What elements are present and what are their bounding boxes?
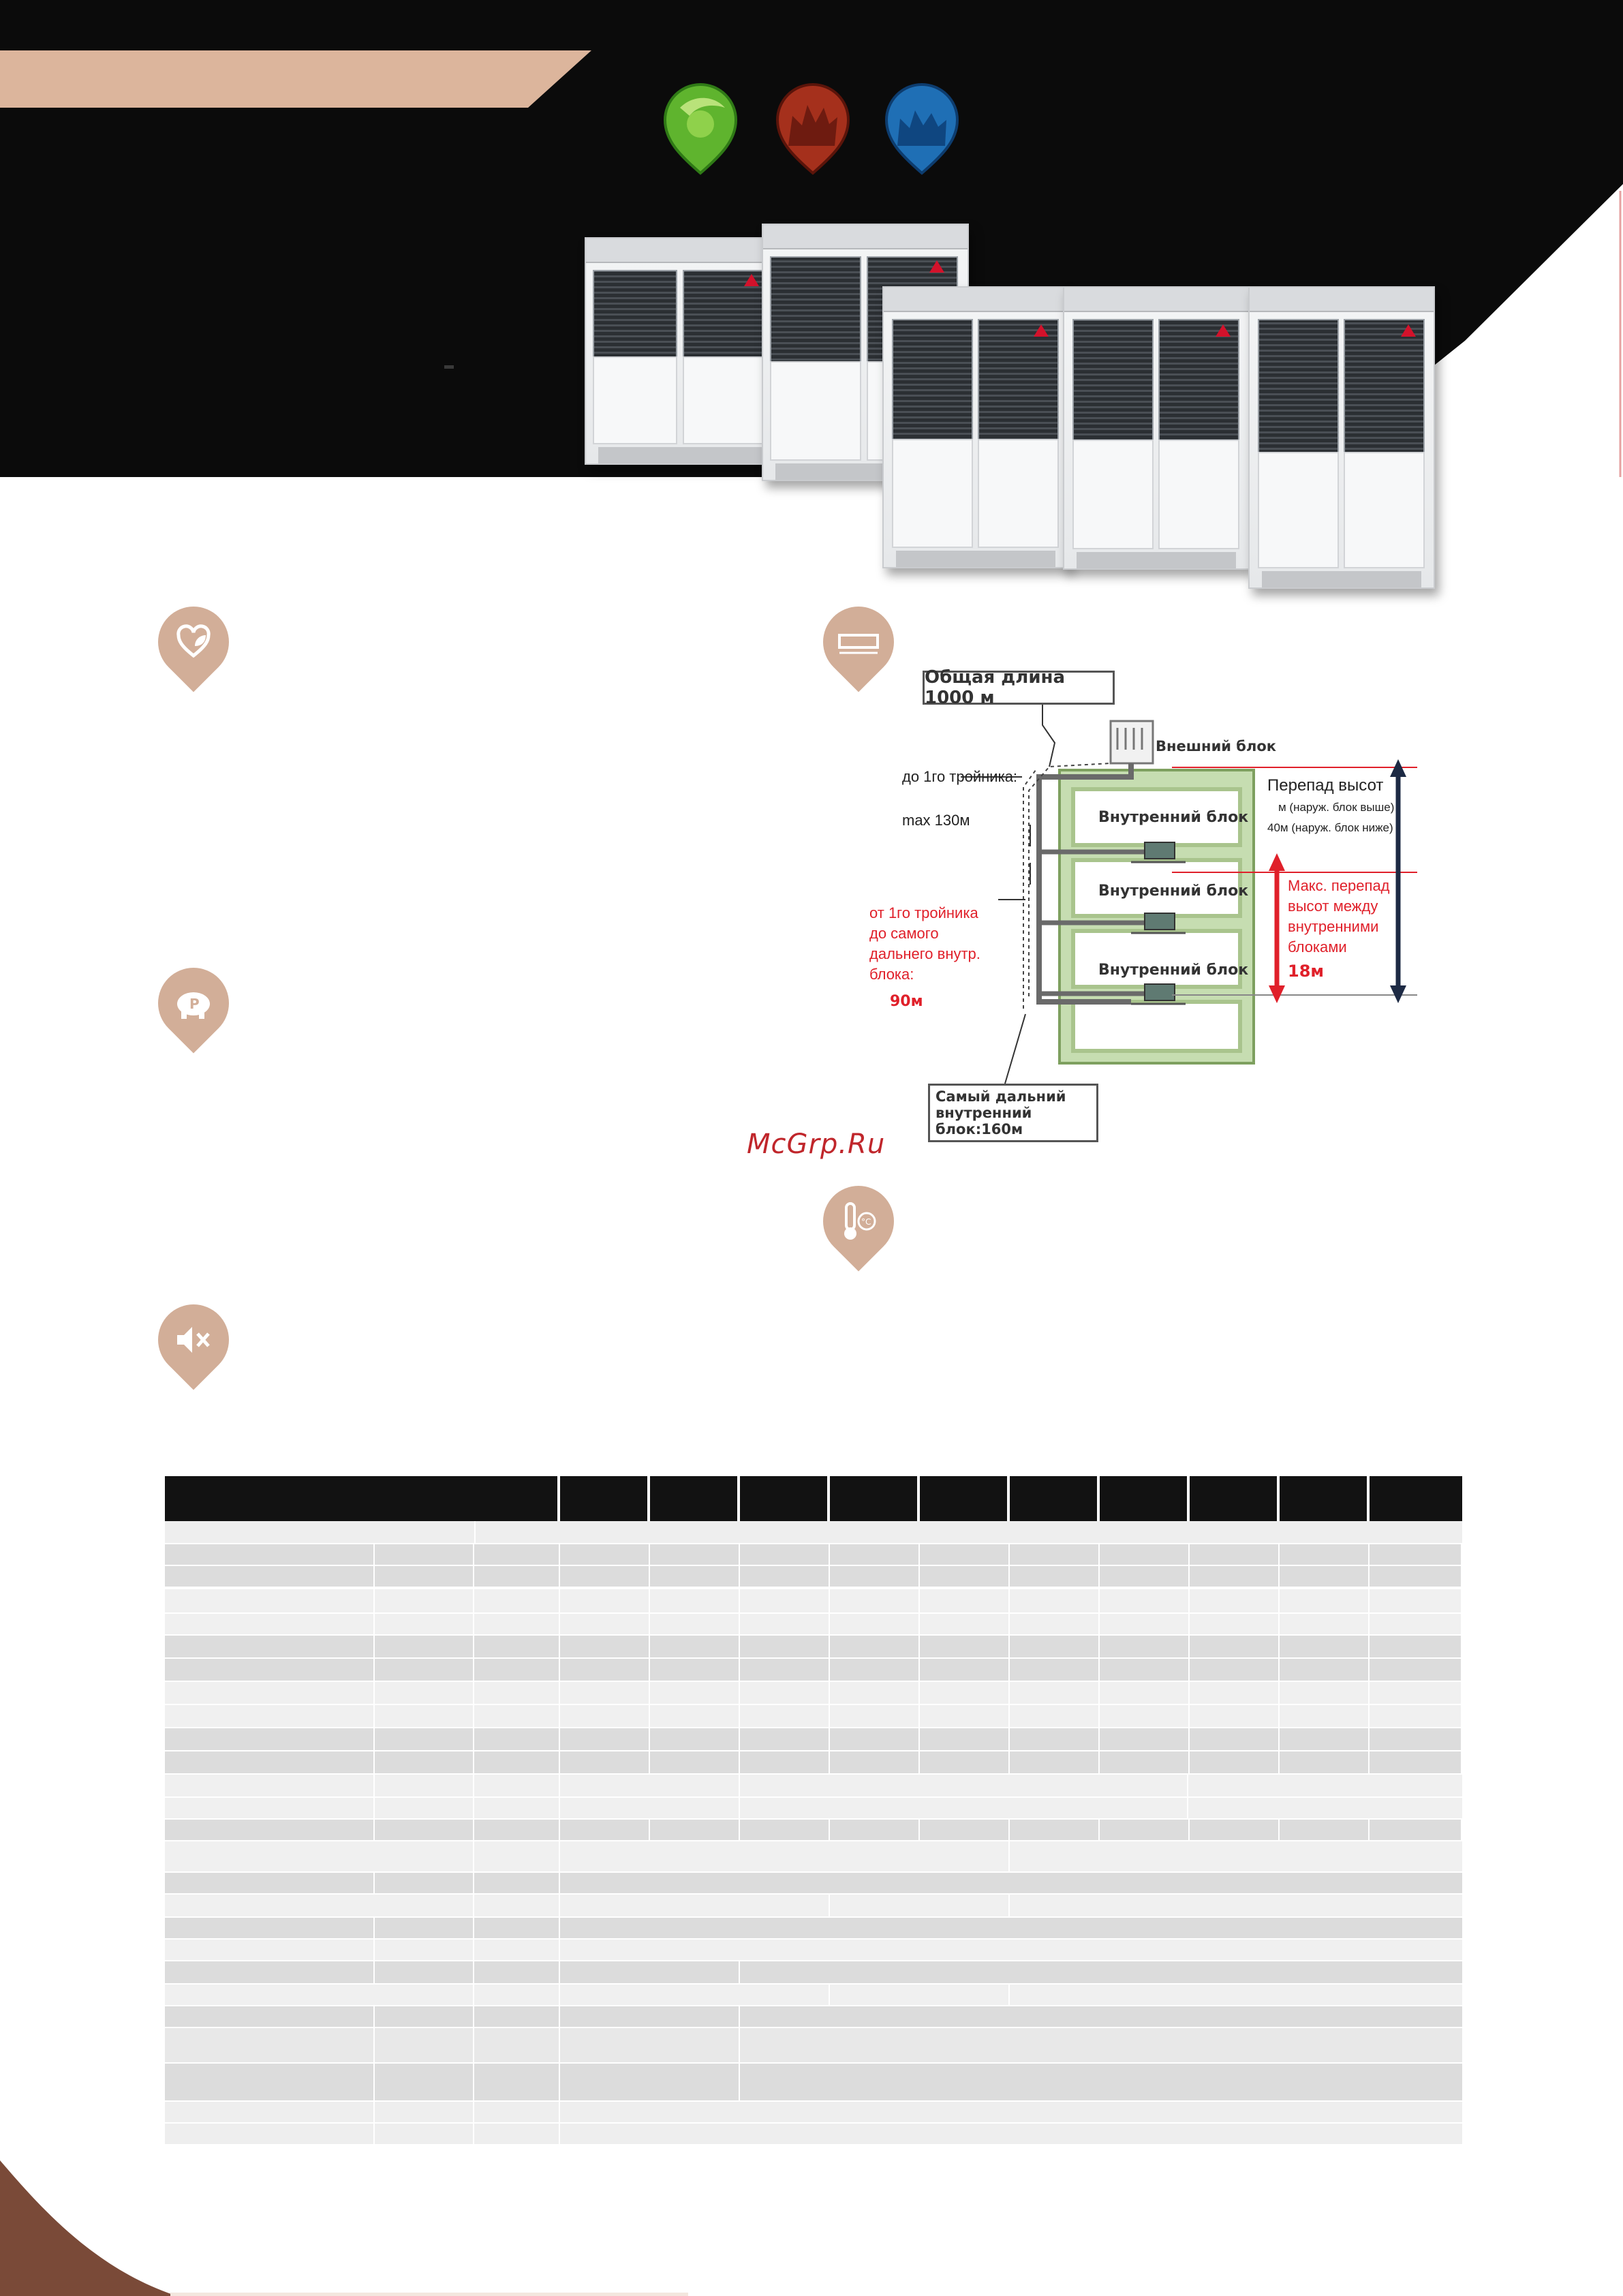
height-diff-lower: 40м (наруж. блок ниже) [1267, 821, 1393, 834]
table-cell [740, 1751, 829, 1773]
table-cell [1280, 1659, 1368, 1681]
table-cell [1280, 1614, 1368, 1634]
table-cell [740, 1682, 829, 1704]
table-cell [1280, 1544, 1368, 1565]
table-cell [1010, 1985, 1462, 2005]
from-first-tee-line4: блока: [869, 966, 914, 983]
table-cell [1188, 1775, 1462, 1796]
table-cell [1370, 1820, 1461, 1840]
table-cell [1190, 1682, 1278, 1704]
header-accent-stripe [0, 50, 591, 108]
indoor-unit-label-3: Внутренний блок [1098, 962, 1249, 979]
table-cell [165, 1728, 373, 1750]
table-cell [740, 2006, 1462, 2027]
table-cell [474, 1682, 559, 1704]
table-row [165, 1841, 1462, 1871]
table-cell [560, 1566, 649, 1587]
table-cell [165, 1566, 373, 1587]
table-cell [740, 1589, 829, 1612]
table-row [165, 1614, 1461, 1634]
table-cell [1370, 1636, 1461, 1657]
table-cell [560, 1918, 1462, 1938]
table-cell [920, 1589, 1008, 1612]
table-cell [560, 1751, 649, 1773]
table-cell [165, 1589, 373, 1612]
table-cell [474, 1705, 559, 1727]
table-cell [375, 1961, 473, 1983]
table-cell [474, 1589, 559, 1612]
table-cell [1370, 1705, 1461, 1727]
table-cell [474, 1775, 559, 1796]
table-cell [1370, 1544, 1461, 1565]
table-cell [375, 1918, 473, 1938]
table-cell [830, 1728, 918, 1750]
table-cell [375, 1566, 473, 1587]
table-cell [165, 1682, 373, 1704]
table-cell [375, 1659, 473, 1681]
table-cell [920, 1614, 1008, 1634]
table-cell [165, 1775, 373, 1796]
table-row [165, 1985, 1462, 2005]
table-cell [1190, 1614, 1278, 1634]
table-row [165, 1751, 1461, 1773]
table-cell [474, 1895, 559, 1916]
table-cell [1280, 1751, 1368, 1773]
table-cell [830, 1636, 918, 1657]
table-cell [830, 1751, 918, 1773]
table-cell [920, 1705, 1008, 1727]
table-cell [650, 1682, 739, 1704]
max-indoor-diff-line1: Макс. перепад [1288, 877, 1390, 894]
snowflake-pin-icon [881, 80, 963, 176]
table-cell [1100, 1682, 1188, 1704]
table-cell [1190, 1751, 1278, 1773]
table-cell [1370, 1589, 1461, 1612]
mute-speaker-icon [173, 1323, 214, 1357]
table-cell [740, 1775, 1187, 1796]
table-cell [740, 1566, 829, 1587]
table-cell [165, 1918, 373, 1938]
table-cell [165, 1820, 373, 1840]
table-cell [1010, 1614, 1098, 1634]
table-row [165, 2006, 1462, 2027]
table-cell [1190, 1589, 1278, 1612]
table-cell [920, 1636, 1008, 1657]
table-cell [1280, 1728, 1368, 1750]
table-cell [165, 1614, 373, 1634]
table-cell [740, 2064, 1462, 2100]
table-cell [650, 1544, 739, 1565]
table-cell [920, 1566, 1008, 1587]
table-cell [560, 1775, 739, 1796]
table-cell [560, 1636, 649, 1657]
table-row [165, 2028, 1462, 2062]
table-cell [650, 1614, 739, 1634]
table-cell [1370, 1728, 1461, 1750]
table-row [165, 1798, 1462, 1818]
table-cell [740, 1961, 1462, 1983]
table-cell [165, 2102, 373, 2122]
outdoor-unit-photo-1 [585, 237, 778, 465]
temperature-icon [837, 1199, 880, 1243]
table-cell [1010, 1566, 1098, 1587]
table-row [165, 1682, 1461, 1704]
table-row [165, 1705, 1461, 1727]
table-cell [375, 2102, 473, 2122]
from-first-tee-line3: дальнего внутр. [869, 945, 980, 962]
table-cell [1370, 1659, 1461, 1681]
table-cell [474, 1820, 559, 1840]
table-row [165, 2124, 1462, 2144]
table-cell [1010, 1820, 1098, 1840]
table-cell [375, 1705, 473, 1727]
table-cell [1188, 1798, 1462, 1818]
table-cell [560, 1895, 829, 1916]
table-cell [375, 1614, 473, 1634]
table-cell [1010, 1751, 1098, 1773]
table-cell [474, 1961, 559, 1983]
table-cell [1100, 1705, 1188, 1727]
table-cell [1190, 1728, 1278, 1750]
table-header-row [165, 1476, 1462, 1521]
fire-pin-icon [772, 80, 854, 176]
table-cell [650, 1566, 739, 1587]
table-cell [1280, 1589, 1368, 1612]
table-cell [165, 1659, 373, 1681]
table-row [165, 1940, 1462, 1960]
table-cell [165, 2124, 373, 2144]
table-cell [165, 2006, 373, 2027]
table-row [165, 1659, 1461, 1681]
table-cell [1010, 1841, 1462, 1871]
table-cell [474, 1728, 559, 1750]
table-cell [1100, 1589, 1188, 1612]
table-cell [375, 1544, 473, 1565]
table-cell [560, 2064, 739, 2100]
table-cell [474, 1940, 559, 1960]
table-cell [740, 1705, 829, 1727]
table-cell [1100, 1728, 1188, 1750]
table-cell [1100, 1659, 1188, 1681]
outdoor-unit-label: Внешний блок [1156, 738, 1277, 754]
table-cell [830, 1985, 1008, 2005]
table-cell [1190, 1705, 1278, 1727]
table-cell [375, 1751, 473, 1773]
table-cell [740, 1798, 1187, 1818]
table-cell [830, 1820, 918, 1840]
svg-text:°C: °C [861, 1217, 871, 1227]
farthest-line1: Самый дальний [936, 1088, 1066, 1105]
table-cell [830, 1614, 918, 1634]
table-row [165, 1728, 1461, 1750]
table-cell [165, 1985, 473, 2005]
table-cell [1100, 1636, 1188, 1657]
table-cell [650, 1728, 739, 1750]
table-cell [1370, 1566, 1461, 1587]
table-row [165, 1636, 1461, 1657]
table-cell [830, 1659, 918, 1681]
bottom-corner-decoration [0, 2160, 1623, 2296]
eco-heart-pin [143, 592, 243, 692]
table-cell [920, 1659, 1008, 1681]
table-cell [375, 2124, 473, 2144]
table-row [165, 1544, 1461, 1565]
table-cell [375, 1775, 473, 1796]
table-row [165, 1895, 1462, 1916]
table-cell [165, 2028, 373, 2062]
table-cell [1010, 1659, 1098, 1681]
indoor-unit-label-2: Внутренний блок [1098, 883, 1249, 900]
table-cell [1010, 1728, 1098, 1750]
table-cell [165, 1636, 373, 1657]
max-indoor-diff-line4: блоками [1288, 938, 1347, 955]
table-cell [474, 2124, 559, 2144]
table-cell [1190, 1566, 1278, 1587]
height-diff-upper: м (наруж. блок выше) [1278, 801, 1395, 814]
table-cell [474, 1798, 559, 1818]
table-cell [560, 2006, 739, 2027]
table-cell [1190, 1636, 1278, 1657]
table-cell [740, 1728, 829, 1750]
table-cell [375, 1820, 473, 1840]
watermark-text: McGrp.Ru [747, 1129, 886, 1160]
table-cell [165, 1521, 474, 1543]
table-cell [740, 1614, 829, 1634]
table-cell [740, 1544, 829, 1565]
outdoor-unit-photo-3 [882, 286, 1069, 568]
table-cell [1370, 1614, 1461, 1634]
table-cell [920, 1728, 1008, 1750]
table-cell [1100, 1544, 1188, 1565]
table-cell [1010, 1895, 1462, 1916]
table-cell [1280, 1682, 1368, 1704]
table-cell [165, 1544, 373, 1565]
table-cell [375, 1682, 473, 1704]
table-cell [830, 1566, 918, 1587]
table-cell [474, 2102, 559, 2122]
temperature-pin [808, 1171, 908, 1271]
table-cell [1280, 1566, 1368, 1587]
table-cell [474, 1544, 559, 1565]
table-row [165, 1961, 1462, 1983]
table-cell [165, 1705, 373, 1727]
header-dot [444, 365, 454, 369]
table-cell [474, 2006, 559, 2027]
table-row [165, 1918, 1462, 1938]
table-cell [1280, 1820, 1368, 1840]
table-cell [1280, 1636, 1368, 1657]
table-cell [650, 1751, 739, 1773]
table-cell [560, 1961, 739, 1983]
table-cell [920, 1544, 1008, 1565]
first-tee-label: до 1го тройника: [902, 768, 1018, 785]
farthest-line2: внутренний блок:160м [936, 1105, 1032, 1137]
table-cell [375, 2028, 473, 2062]
table-cell [650, 1636, 739, 1657]
table-cell [560, 1798, 739, 1818]
table-cell [474, 2028, 559, 2062]
table-cell [740, 2028, 1462, 2062]
table-cell [165, 1751, 373, 1773]
table-cell [560, 1940, 1462, 1960]
table-cell [560, 1544, 649, 1565]
table-cell [375, 1636, 473, 1657]
table-cell [560, 1682, 649, 1704]
table-cell [650, 1589, 739, 1612]
table-cell [474, 1985, 559, 2005]
table-cell [1010, 1544, 1098, 1565]
table-cell [560, 1614, 649, 1634]
table-cell [375, 2006, 473, 2027]
table-row [165, 1775, 1462, 1796]
table-cell [474, 1636, 559, 1657]
svg-text:P: P [189, 996, 200, 1012]
from-first-tee-line2: до самого [869, 925, 939, 942]
table-cell [650, 1705, 739, 1727]
leaf-pin-icon [660, 80, 741, 176]
table-row [165, 1566, 1461, 1587]
table-cell [920, 1820, 1008, 1840]
table-cell [560, 1659, 649, 1681]
table-cell [474, 1566, 559, 1587]
max-indoor-diff-line3: внутренними [1288, 918, 1379, 935]
table-cell [1010, 1589, 1098, 1612]
table-cell [165, 2064, 373, 2100]
outdoor-unit-photo-4 [1063, 286, 1250, 570]
table-cell [165, 1873, 373, 1893]
table-cell [560, 1841, 1008, 1871]
piggy-bank-icon [172, 986, 215, 1020]
max-indoor-diff-value: 18м [1288, 962, 1325, 981]
table-cell [474, 1751, 559, 1773]
table-cell [560, 2102, 1462, 2122]
table-cell [375, 2064, 473, 2100]
table-cell [474, 1918, 559, 1938]
table-row [165, 1873, 1462, 1893]
table-row [165, 2064, 1462, 2100]
table-cell [1190, 1659, 1278, 1681]
table-cell [375, 1873, 473, 1893]
table-cell [920, 1682, 1008, 1704]
table-cell [1190, 1820, 1278, 1840]
table-cell [474, 2064, 559, 2100]
table-cell [740, 1636, 829, 1657]
from-first-tee-line1: от 1го тройника [869, 904, 978, 921]
table-cell [560, 1589, 649, 1612]
table-cell [560, 1705, 649, 1727]
table-cell [650, 1820, 739, 1840]
table-cell [560, 2124, 1462, 2144]
table-cell [474, 1841, 559, 1871]
table-cell [1100, 1614, 1188, 1634]
table-cell [560, 1985, 829, 2005]
table-cell [920, 1751, 1008, 1773]
table-grid [165, 1521, 1462, 2158]
table-cell [740, 1820, 829, 1840]
table-cell [375, 1798, 473, 1818]
table-cell [165, 1798, 373, 1818]
table-cell [474, 1659, 559, 1681]
table-cell [1010, 1636, 1098, 1657]
table-cell [474, 1873, 559, 1893]
from-first-tee-value: 90м [890, 993, 923, 1010]
table-row [165, 1589, 1461, 1612]
table-cell [1100, 1820, 1188, 1840]
farthest-unit-box [928, 1084, 1098, 1142]
table-cell [830, 1544, 918, 1565]
table-cell [560, 2028, 739, 2062]
table-cell [474, 1614, 559, 1634]
table-cell [830, 1895, 1008, 1916]
table-cell [1100, 1566, 1188, 1587]
table-cell [1010, 1682, 1098, 1704]
table-cell [560, 1873, 1462, 1893]
table-cell [375, 1728, 473, 1750]
table-cell [1370, 1682, 1461, 1704]
first-tee-max: max 130м [902, 812, 970, 829]
table-cell [560, 1728, 649, 1750]
table-cell [650, 1659, 739, 1681]
table-cell [375, 1589, 473, 1612]
mute-speaker-pin [143, 1289, 243, 1390]
table-cell [560, 1820, 649, 1840]
pipe-length-icon [837, 628, 880, 656]
indoor-unit-label-1: Внутренний блок [1098, 809, 1249, 826]
max-indoor-diff-line2: высот между [1288, 898, 1378, 915]
table-cell [1190, 1544, 1278, 1565]
table-cell [165, 1841, 473, 1871]
eco-heart-icon [174, 623, 213, 661]
table-cell [830, 1589, 918, 1612]
table-cell [830, 1682, 918, 1704]
table-cell [1100, 1751, 1188, 1773]
table-row [165, 1820, 1461, 1840]
height-diff-title: Перепад высот [1267, 776, 1384, 795]
table-cell [1280, 1705, 1368, 1727]
table-cell [1370, 1751, 1461, 1773]
diagram-outdoor-unit [1111, 721, 1153, 763]
table-row [165, 1521, 1462, 1543]
table-cell [165, 1895, 473, 1916]
table-cell [1010, 1705, 1098, 1727]
table-cell [740, 1659, 829, 1681]
table-cell [830, 1705, 918, 1727]
outdoor-unit-photo-5 [1248, 286, 1435, 589]
table-cell [476, 1521, 1462, 1543]
piggy-bank-pin [143, 953, 243, 1053]
total-length-box: Общая длина 1000 м [923, 671, 1115, 705]
table-row [165, 2102, 1462, 2122]
table-cell [165, 1961, 373, 1983]
table-cell [375, 1940, 473, 1960]
table-cell [165, 1940, 373, 1960]
